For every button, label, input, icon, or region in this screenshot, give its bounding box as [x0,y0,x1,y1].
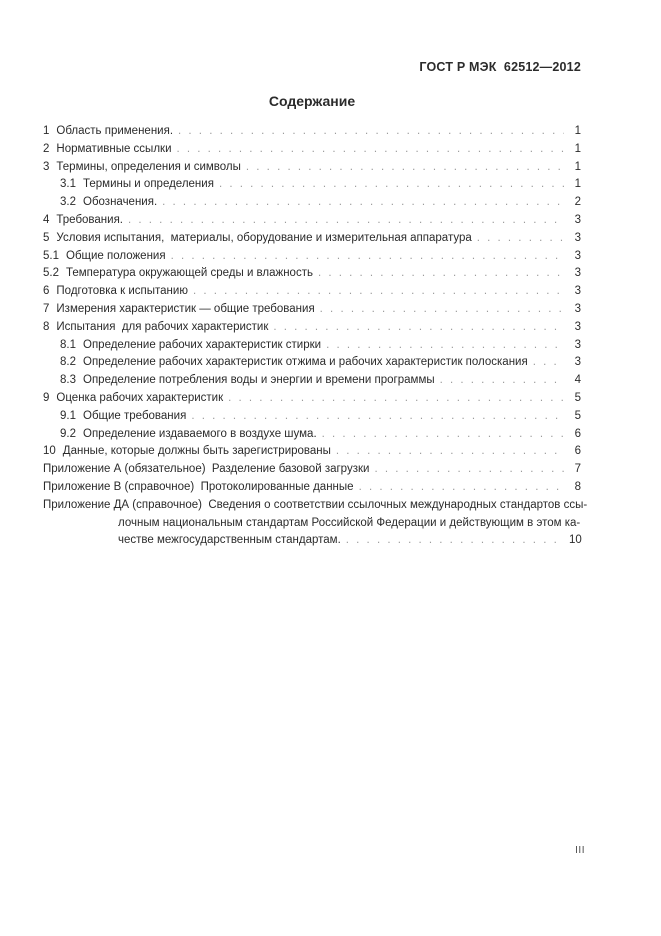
toc-entry [43,265,581,283]
toc-entry-page: 6 [574,445,581,458]
toc-entry-number: 10 [43,445,56,458]
toc-entry-page: 3 [574,267,581,280]
toc-entry-page: 3 [574,213,581,226]
toc-entry-title: Подготовка к испытанию [56,285,188,298]
toc-entry [43,408,581,426]
toc-entry [43,230,581,248]
toc-entry-page: 8 [574,480,581,493]
toc-entry-title: Требования. [56,213,124,226]
toc-entry [43,141,581,159]
dot-leader [246,159,564,177]
toc-entry-title: Температура окружающей среды и влажность [66,267,313,280]
toc-entry-number: 3.2 [60,196,76,209]
toc-entry-page: 7 [574,463,581,476]
toc-entry-page: 6 [574,427,581,440]
toc-entry-number: 5.2 [43,267,59,280]
dot-leader [533,354,564,372]
toc-entry-number: 5 [43,231,50,244]
toc-entry-number: 1 [43,125,50,137]
toc-entry-page: 2 [574,196,581,209]
toc-entry-page: 3 [574,356,581,369]
toc-entry-page: 1 [574,160,581,173]
toc-entry-title: Оценка рабочих характеристик [56,391,224,404]
toc-entry [43,319,581,337]
dot-leader [359,479,564,497]
toc-entry [43,390,581,408]
dot-leader [320,301,564,319]
toc-entry-title: Нормативные ссылки [56,142,172,155]
dot-leader [128,212,564,230]
toc-entry-number: 8.2 [60,356,76,369]
toc-entry-number: 4 [43,213,50,226]
toc-entry-page: 1 [574,142,581,155]
toc-entry-title: Приложение А (обязательное) Разделение базовой загрузки [43,463,370,476]
toc-entry-title: Испытания для рабочих характеристик [56,320,269,333]
toc-entry-title: Область применения. [56,125,174,137]
toc-entry-page: 5 [574,391,581,404]
toc-entry-number: 8 [43,320,50,333]
toc-entry-page: 3 [574,285,581,298]
dot-leader [273,319,564,337]
toc-entry-number: 3.1 [60,178,76,191]
toc-entry-page: 5 [574,409,581,422]
toc-entry [43,443,581,461]
dot-leader [477,230,564,248]
dot-leader [162,194,564,212]
dot-leader [228,390,564,408]
toc-entry [43,337,581,355]
toc-entry [43,479,581,497]
toc-entry-page: 3 [574,231,581,244]
dot-leader [346,532,564,550]
toc-entry-number: 8.1 [60,338,76,351]
toc-entry-page: 3 [574,338,581,351]
toc-entry [43,123,581,141]
toc-entry-title: Обозначения. [83,196,158,209]
toc-entry-title: Термины и определения [83,178,214,191]
dot-leader [322,426,564,444]
toc-entry [43,159,581,177]
toc-entry-title: Данные, которые должны быть зарегистрированы [62,445,331,458]
dot-leader [193,283,564,301]
toc-entry-title: Определение рабочих характеристик отжима и рабочих характеристик полоскания [83,356,528,369]
toc-entry-number: 7 [43,302,50,315]
dot-leader [219,176,564,194]
toc-entry [43,283,581,301]
toc-entry-title: Определение рабочих характеристик стирки [83,338,322,351]
toc-entry [43,461,581,479]
dot-leader [171,248,564,266]
toc-entry-title: честве межгосударственным стандартам. [118,534,341,547]
toc-entry [43,426,581,444]
toc-entry-title: Условия испытания, материалы, оборудование и измерительная аппаратура [56,231,472,244]
toc-entry-number: 2 [43,142,50,155]
toc-entry-page: 3 [574,249,581,262]
toc-entry-title: Термины, определения и символы [56,160,241,173]
toc-entry-title: Общие положения [66,249,166,262]
toc-entry-page: 1 [574,178,581,191]
toc-entry [43,212,581,230]
dot-leader [336,443,564,461]
toc-entry-number: 5.1 [43,249,59,262]
toc-entry [43,515,581,533]
dot-leader [191,408,564,426]
toc-entry-title: Приложение В (справочное) Протоколированные данные [43,480,354,493]
toc-entry-number: 8.3 [60,374,76,387]
toc-list [43,123,588,550]
toc-entry-page: 3 [574,320,581,333]
dot-leader [177,141,565,159]
toc-entry [43,372,581,390]
toc-entry-title: лочным национальным стандартам Российской Федерации и действующим в этом ка- [118,516,581,529]
dot-leader [178,123,564,141]
dot-leader [374,461,564,479]
toc-entry-page: 1 [574,125,581,137]
page-title: Содержание [268,93,356,109]
toc-entry [43,301,581,319]
toc-entry-number: 9.2 [60,427,76,440]
page-number: III [575,845,585,856]
toc-entry-title: Измерения характеристик — общие требования [56,302,315,315]
toc-entry-number: 6 [43,285,50,298]
dot-leader [318,265,564,283]
dot-leader [326,337,564,355]
toc-entry-number: 3 [43,160,50,173]
toc-entry-page: 4 [574,374,581,387]
toc-entry [43,194,581,212]
toc-entry-title: Определение издаваемого в воздухе шума. [83,427,317,440]
toc-entry-title: Общие требования [83,409,187,422]
toc-entry [43,354,581,372]
dot-leader [440,372,564,390]
toc-entry-number: 9 [43,391,50,404]
toc-entry-page: 3 [574,302,581,315]
toc-entry-number: 9.1 [60,409,76,422]
toc-entry [43,532,581,550]
toc-entry-title: Приложение ДА (справочное) Сведения о соответствии ссылочных международных стандартов ссы- [43,498,588,511]
toc-entry-title: Определение потребления воды и энергии и времени программы [83,374,435,387]
toc-entry [43,248,581,266]
toc-entry-page: 10 [569,534,582,547]
toc-entry [43,497,588,515]
toc-entry [43,176,581,194]
document-code: ГОСТ Р МЭК 62512—2012 [419,60,581,74]
